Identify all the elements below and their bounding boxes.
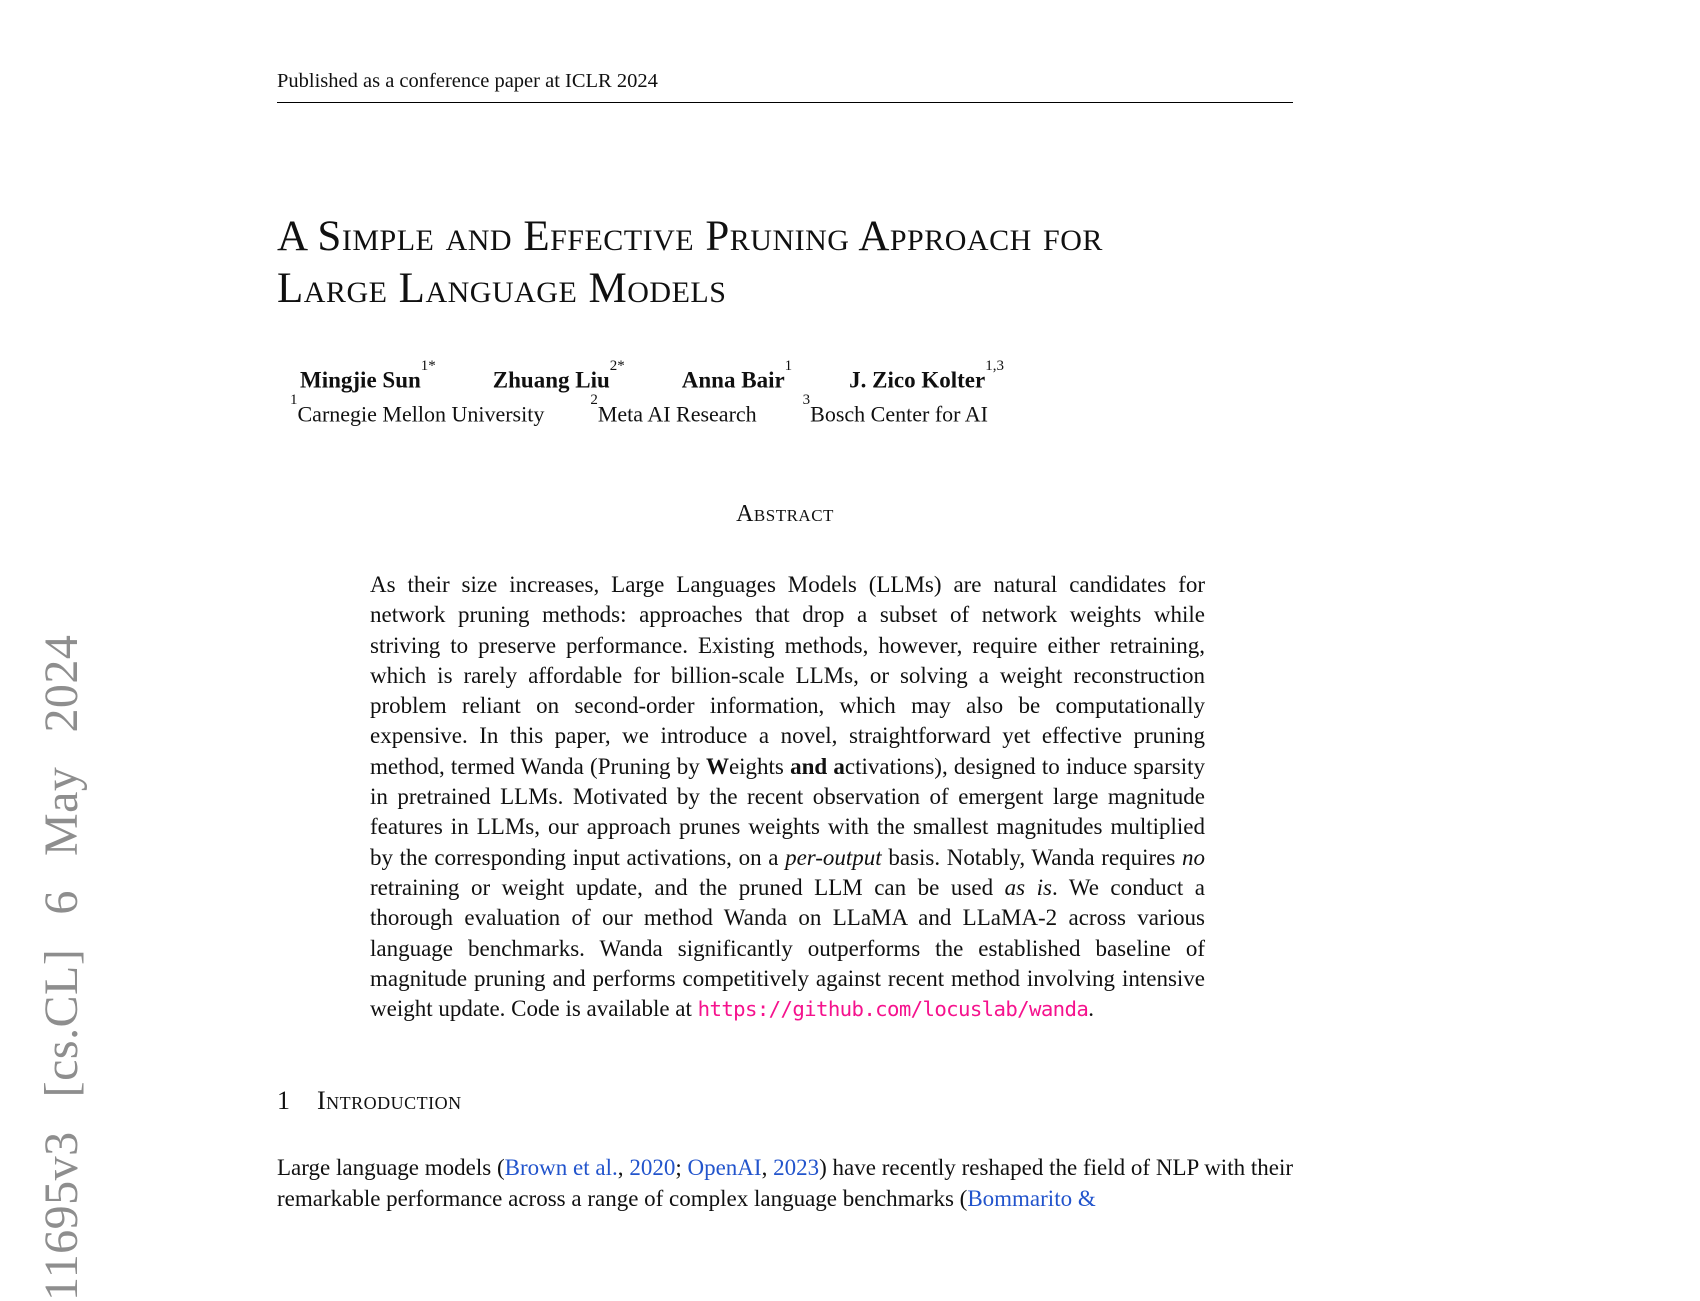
text-segment: , bbox=[761, 1155, 774, 1181]
citation-link[interactable]: Brown et al. bbox=[504, 1155, 618, 1181]
author-name: J. Zico Kolter bbox=[849, 367, 986, 393]
text-segment: no bbox=[1181, 844, 1205, 870]
text-segment: and bbox=[790, 753, 828, 779]
text-segment: a bbox=[833, 753, 845, 779]
author-superscript: 1 bbox=[784, 358, 793, 374]
text-segment: as is bbox=[1004, 874, 1052, 900]
text-segment: , bbox=[617, 1155, 630, 1181]
author-mingjie-sun bbox=[300, 358, 436, 394]
conference-header-text: Published as a conference paper at ICLR 2024 bbox=[277, 70, 658, 92]
author-superscript: 1* bbox=[420, 358, 436, 374]
abstract-heading: Abstract bbox=[736, 500, 834, 527]
affiliation-name: Carnegie Mellon University bbox=[297, 400, 545, 426]
abstract-section bbox=[277, 501, 1293, 1024]
citation-link[interactable]: 2023 bbox=[773, 1155, 820, 1181]
code-url-link[interactable]: https://github.com/locuslab/wanda bbox=[697, 997, 1089, 1022]
text-segment: ; bbox=[675, 1155, 688, 1181]
citation-link[interactable]: 2020 bbox=[629, 1155, 676, 1181]
affiliation-superscript: 3 bbox=[802, 391, 811, 408]
section-title: Introduction bbox=[317, 1086, 462, 1116]
header-rule bbox=[277, 102, 1293, 103]
text-segment: As their size increases, Large Languages Models (LLMs) are natural candidates for network pruning methods: approaches that drop a subset of network weights while striving to preserve performance. Existing methods, however, require either retraining, which is rarely affordable for billion-scale LLMs, or solving a weight reconstruction problem reliant on second-order information, which may also be computationally expensive. In this paper, we introduce a novel, straightforward yet effective pruning method, termed Wanda (Pruning by bbox=[370, 571, 1205, 779]
affiliation-name: Meta AI Research bbox=[597, 400, 757, 426]
author-superscript: 1,3 bbox=[985, 358, 1004, 374]
text-segment: . bbox=[1088, 996, 1094, 1022]
citation-link[interactable]: OpenAI bbox=[687, 1155, 762, 1181]
paper-title bbox=[277, 211, 1293, 315]
authors-row bbox=[277, 358, 1293, 394]
affiliations-row bbox=[277, 391, 1293, 427]
text-segment: . We conduct a thorough evaluation of our method Wanda on LLaMA and LLaMA-2 across various language benchmarks. Wanda significantly outperforms the established baseline of magnitude pruning and performs competitively against recent method involving intensive weight update. Code is available at bbox=[370, 874, 1205, 1022]
author-name: Mingjie Sun bbox=[300, 367, 421, 393]
author-name: Zhuang Liu bbox=[492, 367, 610, 393]
author-superscript: 2* bbox=[609, 358, 625, 374]
text-segment: eights bbox=[728, 753, 791, 779]
paper-title-line2: Large Language Models bbox=[277, 265, 727, 312]
page-header bbox=[277, 0, 1293, 103]
author-anna-bair bbox=[681, 358, 793, 394]
text-segment: retraining or weight update, and the pruned LLM can be used bbox=[370, 874, 1005, 900]
affiliation-superscript: 1 bbox=[290, 391, 298, 408]
affiliation-superscript: 2 bbox=[590, 391, 598, 408]
paper-title-line1: A Simple and Effective Pruning Approach for bbox=[277, 213, 1103, 260]
text-segment: ctivations), designed to induce sparsity in pretrained LLMs. Motivated by the recent observation of emergent large magnitude features in LLMs, our approach prunes weights with the smallest magnitudes multiplied by the corresponding input activations, on a bbox=[370, 753, 1205, 870]
introduction-paragraph bbox=[277, 1152, 1293, 1214]
author-zico-kolter bbox=[849, 358, 1004, 394]
arxiv-watermark: 11695v3 [cs.CL] 6 May 2024 bbox=[35, 634, 88, 1301]
text-segment: basis. Notably, Wanda requires bbox=[881, 844, 1182, 870]
affiliation-bosch bbox=[802, 391, 988, 427]
text-segment: ) have recently reshaped the field of NLP with their remarkable performance across a range of complex language benchmarks ( bbox=[277, 1155, 1294, 1212]
section-number: 1 bbox=[277, 1086, 290, 1116]
affiliation-name: Bosch Center for AI bbox=[810, 400, 988, 426]
text-segment: Large language models ( bbox=[277, 1155, 505, 1181]
affiliation-meta bbox=[590, 391, 757, 427]
abstract-body bbox=[370, 570, 1205, 1024]
text-segment: W bbox=[705, 753, 729, 779]
text-segment: per-output bbox=[785, 844, 882, 870]
paper-page bbox=[277, 0, 1293, 1214]
introduction-heading bbox=[277, 1086, 1293, 1116]
author-zhuang-liu bbox=[492, 358, 625, 394]
citation-link[interactable]: Bommarito & bbox=[967, 1186, 1096, 1212]
affiliation-cmu bbox=[290, 391, 545, 427]
author-name: Anna Bair bbox=[681, 367, 785, 393]
